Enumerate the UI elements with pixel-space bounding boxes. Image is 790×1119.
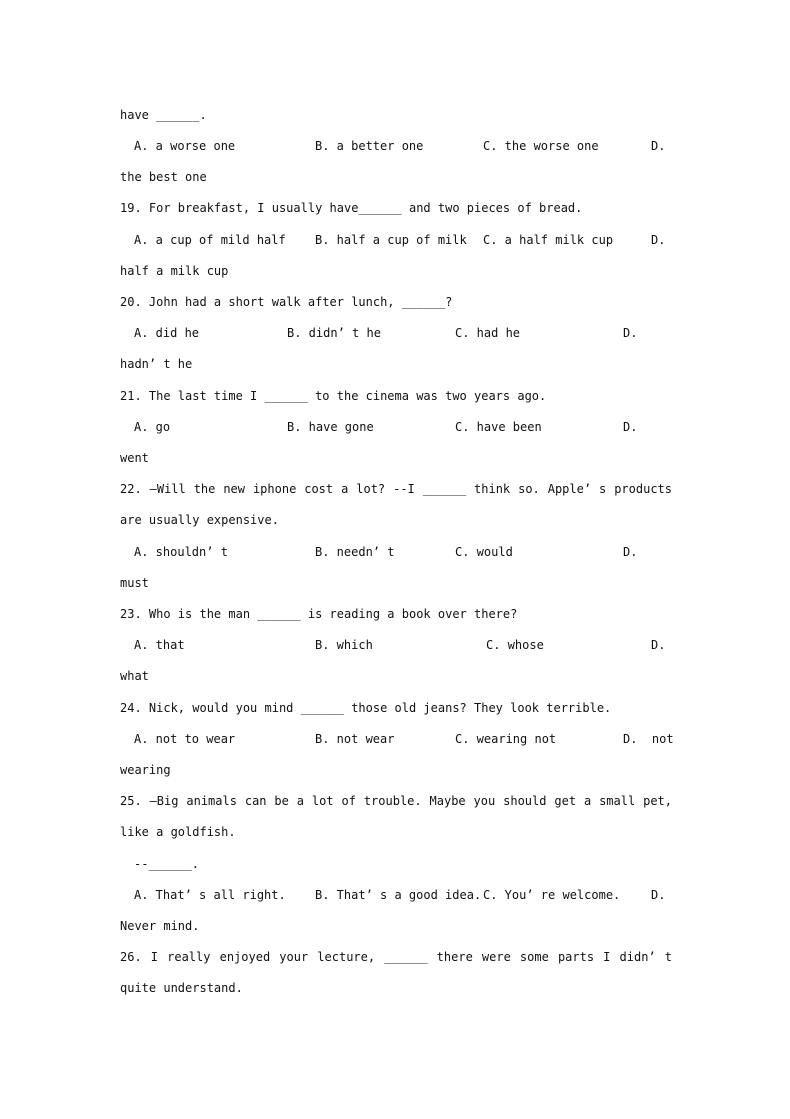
question-22-cont: are usually expensive. — [120, 513, 279, 527]
q18-continuation: have ______. — [120, 108, 207, 122]
q19-option-d-text: half a milk cup — [120, 264, 229, 278]
question-23: 23. Who is the man ______ is reading a book over there? — [120, 607, 518, 621]
q19-option-a: A. a cup of mild half — [134, 233, 286, 247]
q20-option-d: D. — [623, 326, 638, 340]
q25-option-a: A. That’ s all right. — [134, 888, 286, 902]
q22-option-a: A. shouldn’ t — [134, 545, 228, 559]
q24-option-a: A. not to wear — [134, 732, 236, 746]
q24-option-d: D. not — [623, 732, 674, 746]
q23-option-a: A. that — [134, 638, 185, 652]
q22-option-d: D. — [623, 545, 638, 559]
question-25: 25. –Big animals can be a lot of trouble. Maybe you should get a small pet, — [120, 794, 672, 808]
question-20: 20. John had a short walk after lunch, ______? — [120, 295, 453, 309]
q25-option-c: C. You’ re welcome. — [483, 888, 621, 902]
q19-option-d: D. — [651, 233, 666, 247]
q18-option-c: C. the worse one — [483, 139, 599, 153]
q23-option-c: C. whose — [486, 638, 544, 652]
q21-option-d-text: went — [120, 451, 149, 465]
q18-option-d-text: the best one — [120, 170, 207, 184]
question-22: 22. –Will the new iphone cost a lot? --I ______ think so. Apple’ s products — [120, 482, 672, 496]
q20-option-a: A. did he — [134, 326, 200, 340]
q23-option-b: B. which — [315, 638, 373, 652]
q24-option-d-text: wearing — [120, 763, 171, 777]
q22-option-c: C. would — [455, 545, 513, 559]
q18-option-d: D. — [651, 139, 666, 153]
q21-option-d: D. — [623, 420, 638, 434]
q20-option-b: B. didn’ t he — [287, 326, 381, 340]
q22-option-d-text: must — [120, 576, 149, 590]
q18-option-b: B. a better one — [315, 139, 424, 153]
q21-option-a: A. go — [134, 420, 171, 434]
question-21: 21. The last time I ______ to the cinema was two years ago. — [120, 389, 547, 403]
q18-option-a: A. a worse one — [134, 139, 236, 153]
q25-option-d: D. — [651, 888, 666, 902]
q23-option-d-text: what — [120, 669, 149, 683]
q23-option-d: D. — [651, 638, 666, 652]
question-24: 24. Nick, would you mind ______ those old jeans? They look terrible. — [120, 701, 612, 715]
question-25-reply: --______. — [134, 857, 200, 871]
question-26-cont: quite understand. — [120, 981, 243, 995]
q24-option-c: C. wearing not — [455, 732, 557, 746]
q21-option-b: B. have gone — [287, 420, 374, 434]
q24-option-b: B. not wear — [315, 732, 395, 746]
q22-option-b: B. needn’ t — [315, 545, 395, 559]
q25-option-b: B. That’ s a good idea. — [315, 888, 482, 902]
question-25-cont: like a goldfish. — [120, 825, 236, 839]
q21-option-c: C. have been — [455, 420, 542, 434]
q20-option-c: C. had he — [455, 326, 521, 340]
q19-option-c: C. a half milk cup — [483, 233, 614, 247]
question-19: 19. For breakfast, I usually have______ and two pieces of bread. — [120, 201, 583, 215]
q25-option-d-text: Never mind. — [120, 919, 200, 933]
q19-option-b: B. half a cup of milk — [315, 233, 467, 247]
question-26: 26. I really enjoyed your lecture, ______ there were some parts I didn’ t — [120, 950, 672, 964]
q20-option-d-text: hadn’ t he — [120, 357, 193, 371]
